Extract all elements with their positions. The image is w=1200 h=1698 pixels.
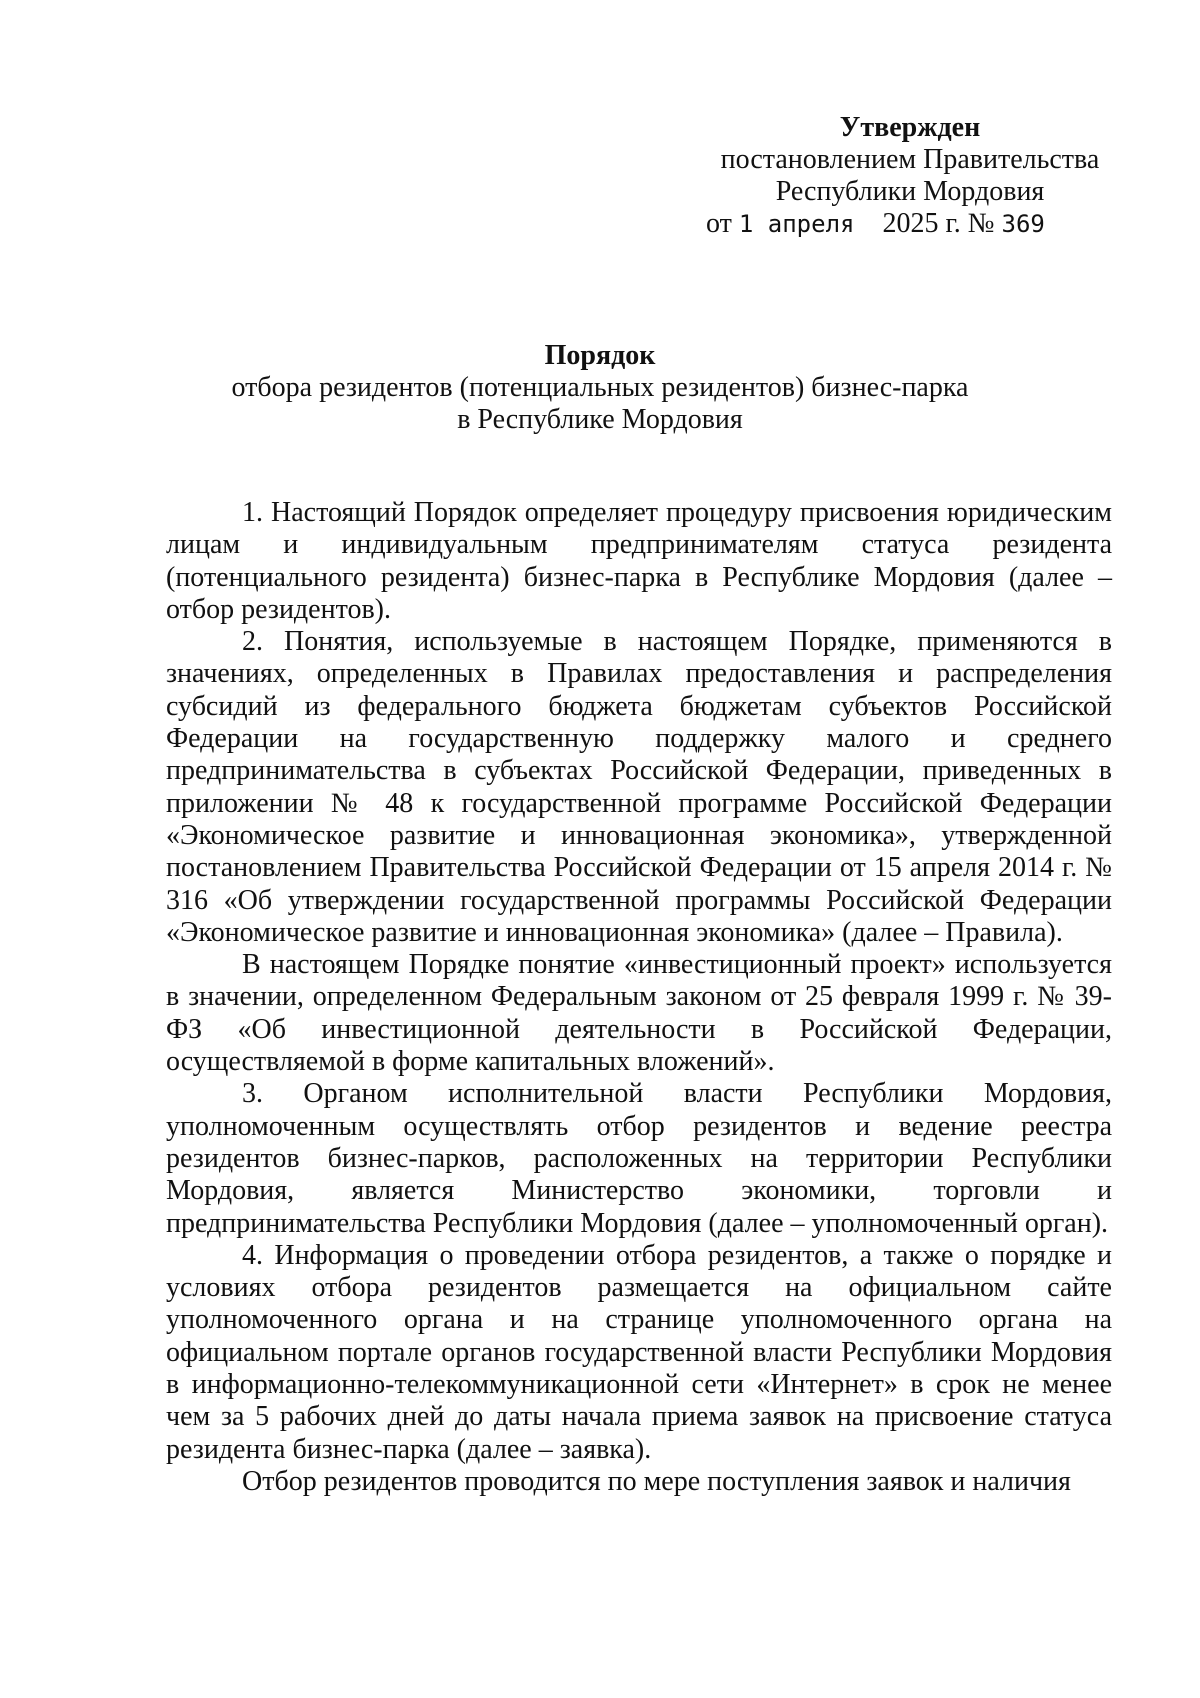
paragraph-2: 2. Понятия, используемые в настоящем Порядке, применяются в значениях, определенных в Правилах предоставления и распределения субсидий из федерального бюджета бюджетам субъектов Российской Федерации на государственную поддержку малого и среднего предпринимательства в субъектах Российской Федерации, приведенных в приложении № 48 к государственной программе Российской Федерации «Экономическое развитие и инновационная экономика», утвержденной постановлением Правительства Российской Федерации от 15 апреля 2014 г. № 316 «Об утверждении государственной программы Российской Федерации «Экономическое развитие и инновационная экономика» (далее – Правила).	[166, 626, 1112, 948]
approval-heading: Утвержден	[839, 112, 981, 143]
date-prefix: от	[706, 208, 732, 239]
document-body	[166, 497, 1112, 1498]
document-subtitle-line-1: отбора резидентов (потенциальных резидентов) бизнес-парка	[231, 372, 969, 403]
approval-date-line	[700, 208, 1120, 240]
date-day-month: 1 апреля	[738, 210, 855, 238]
paragraph-4: 3. Органом исполнительной власти Республики Мордовия, уполномоченным осуществлять отбор резидентов и ведение реестра резидентов бизнес-парков, расположенных на территории Республики Мордовия, является Министерство экономики, торговли и предпринимательства Республики Мордовия (далее – уполномоченный орган).	[166, 1078, 1112, 1239]
paragraph-3: В настоящем Порядке понятие «инвестиционный проект» используется в значении, определенном Федеральным законом от 25 февраля 1999 г. № 39-ФЗ «Об инвестиционной деятельности в Российской Федерации, осуществляемой в форме капитальных вложений».	[166, 949, 1112, 1078]
approval-stamp	[700, 112, 1120, 240]
paragraph-6: Отбор резидентов проводится по мере поступления заявок и наличия	[242, 1465, 1071, 1497]
document-subtitle-line-2: в Республике Мордовия	[457, 404, 743, 435]
approval-line-1: постановлением Правительства	[720, 144, 1100, 175]
date-year: 2025 г. №	[882, 208, 995, 239]
doc-number: 369	[1001, 210, 1045, 238]
document-title: Порядок	[544, 340, 656, 371]
document-title-block	[160, 340, 1040, 436]
approval-line-2: Республики Мордовия	[775, 176, 1045, 207]
paragraph-5: 4. Информация о проведении отбора резидентов, а также о порядке и условиях отбора резидентов размещается на официальном сайте уполномоченного органа и на странице уполномоченного органа на официальном портале органов государственной власти Республики Мордовия в информационно-телекоммуникационной сети «Интернет» в срок не менее чем за 5 рабочих дней до даты начала приема заявок на присвоение статуса резидента бизнес-парка (далее – заявка).	[166, 1239, 1112, 1465]
paragraph-1: 1. Настоящий Порядок определяет процедуру присвоения юридическим лицам и индивидуальным предпринимателям статуса резидента (потенциального резидента) бизнес-парка в Республике Мордовия (далее – отбор резидентов).	[166, 497, 1112, 625]
